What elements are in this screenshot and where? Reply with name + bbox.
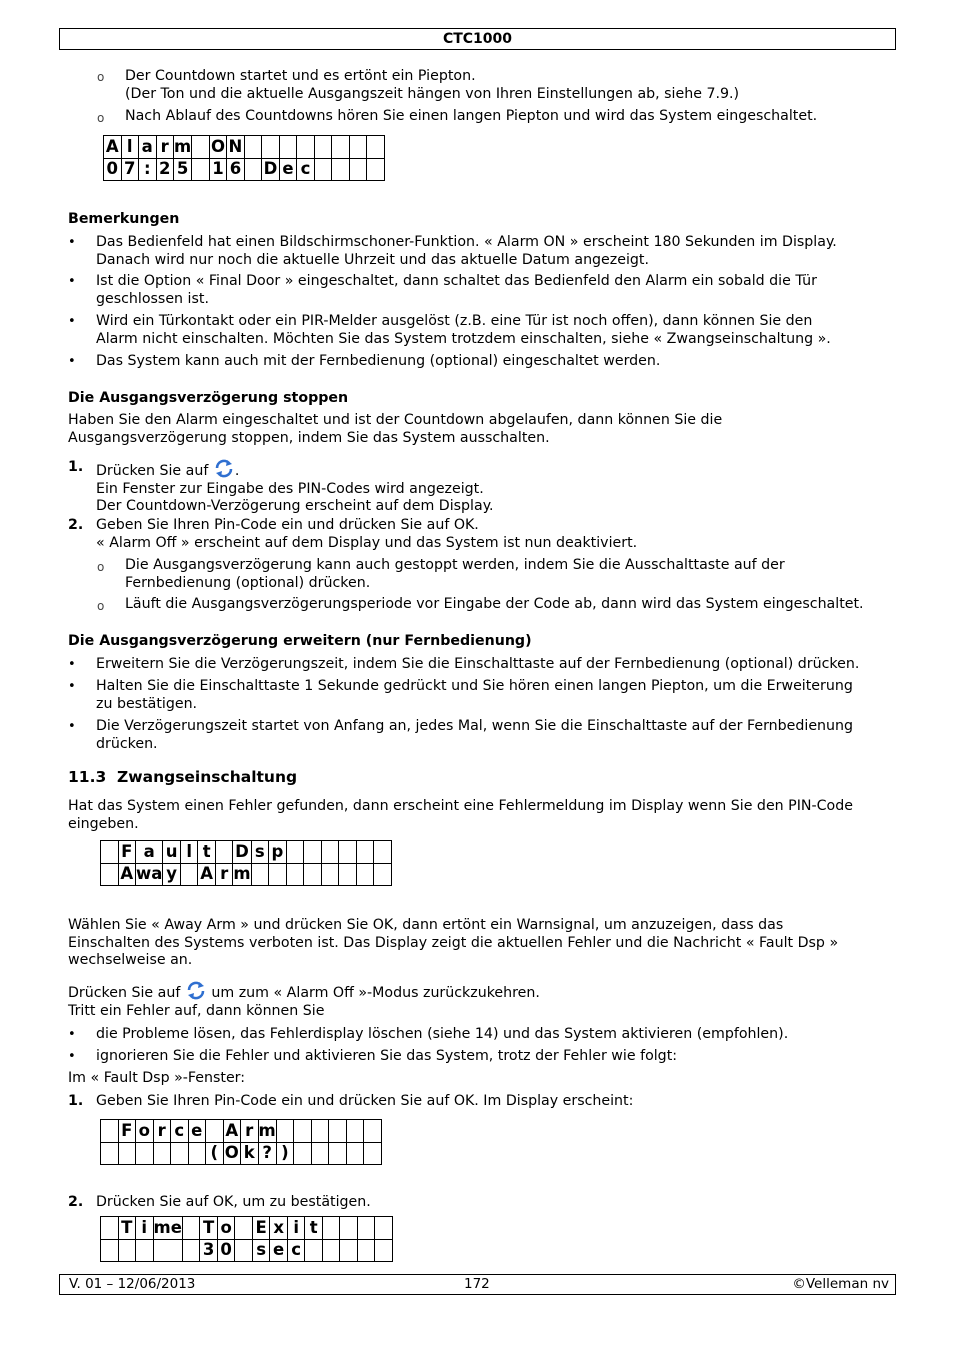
force-paragraph-1: Hat das System einen Fehler gefunden, dann erscheint eine Fehlermeldung im Display wenn Sie den PIN-Code eingeben. — [68, 798, 853, 832]
lcd-cell — [269, 863, 287, 886]
lcd-cell — [339, 841, 357, 864]
lcd-cell: y — [163, 863, 181, 886]
lcd-cell — [356, 863, 374, 886]
lcd-cell: s — [252, 1239, 270, 1262]
lcd-row — [104, 158, 385, 181]
lcd-cell: l — [180, 841, 198, 864]
stop-note-1: Die Ausgangsverzögerung kann auch gestoppt werden, indem Sie die Ausschalttaste auf der Fernbedienung (optional) drücken. — [125, 557, 785, 591]
lcd-cell — [349, 158, 367, 181]
lcd-cell: r — [215, 863, 233, 886]
lcd-cell: 1 — [209, 158, 227, 181]
lcd-cell — [101, 1142, 119, 1165]
lcd-cell — [188, 1142, 206, 1165]
lcd-row — [101, 1239, 393, 1262]
lcd-cell: a — [139, 136, 157, 159]
lcd-cell: o — [217, 1217, 235, 1240]
lcd-cell — [346, 1120, 364, 1143]
lcd-cell: s — [251, 841, 269, 864]
lcd-cell — [339, 863, 357, 886]
bullet-marker: • — [68, 1027, 76, 1042]
lcd-cell — [329, 1142, 347, 1165]
force-paragraph-5: Im « Fault Dsp »-Fenster: — [68, 1070, 246, 1086]
force-step-2: Drücken Sie auf OK, um zu bestätigen. — [96, 1194, 371, 1210]
lcd-cell: m — [174, 136, 192, 159]
lcd-cell — [321, 863, 339, 886]
lcd-cell — [276, 1120, 294, 1143]
lcd-cell — [329, 1120, 347, 1143]
lcd-cell — [153, 1239, 182, 1262]
lcd-cell — [118, 1142, 136, 1165]
intro-item-1: Der Countdown startet und es ertönt ein Piepton. (Der Ton und die aktuelle Ausgangszeit hängen von Ihren Einstellungen ab, siehe 7.9.) — [125, 68, 740, 102]
lcd-cell: i — [136, 1217, 154, 1240]
stop-step-1: Drücken Sie auf . Ein Fenster zur Eingabe des PIN-Codes wird angezeigt. Der Countdown-Verzögerung erscheint auf dem Display. — [96, 459, 886, 516]
bullet-marker: • — [68, 354, 76, 369]
lcd-cell — [180, 863, 198, 886]
lcd-cell: 2 — [156, 158, 174, 181]
lcd-cell — [101, 1239, 119, 1262]
lcd-cell — [367, 136, 385, 159]
lcd-cell: ) — [276, 1142, 294, 1165]
lcd-cell: p — [269, 841, 287, 864]
stop-step-2: Geben Sie Ihren Pin-Code ein und drücken Sie auf OK. « Alarm Off » erscheint auf dem Display und das System ist nun deaktiviert. — [96, 517, 638, 551]
bullet-marker: • — [68, 235, 76, 250]
lcd-row — [101, 1142, 382, 1165]
lcd-cell: A — [118, 863, 136, 886]
lcd-display-alarm-on — [103, 135, 385, 181]
lcd-cell — [364, 1142, 382, 1165]
lcd-row — [101, 1120, 382, 1143]
lcd-cell — [340, 1239, 358, 1262]
remarks-bullet-2: Ist die Option « Final Door » eingeschaltet, dann schaltet das Bedienfeld den Alarm ein sobald die Tür geschlossen ist. — [96, 273, 817, 307]
lcd-cell — [294, 1120, 312, 1143]
lcd-cell — [332, 136, 350, 159]
lcd-cell — [286, 863, 304, 886]
force-paragraph-4: Tritt ein Fehler auf, dann können Sie — [68, 1003, 325, 1019]
sync-arrows-icon — [213, 459, 235, 478]
lcd-cell — [349, 136, 367, 159]
lcd-cell: u — [163, 841, 181, 864]
lcd-cell — [321, 841, 339, 864]
lcd-cell: c — [297, 158, 315, 181]
lcd-cell: e — [279, 158, 297, 181]
lcd-cell — [235, 1217, 253, 1240]
lcd-cell — [314, 158, 332, 181]
lcd-cell: l — [121, 136, 139, 159]
lcd-cell: wa — [136, 863, 163, 886]
lcd-cell — [357, 1217, 375, 1240]
lcd-cell: 3 — [200, 1239, 218, 1262]
lcd-cell — [153, 1142, 171, 1165]
lcd-cell: D — [233, 841, 251, 864]
lcd-row — [104, 136, 385, 159]
remarks-heading: Bemerkungen — [68, 211, 180, 227]
lcd-cell — [346, 1142, 364, 1165]
force-paragraph-2: Wählen Sie « Away Arm » und drücken Sie OK, dann ertönt ein Warnsignal, um anzuzeigen, dass das Einschalten des Systems verboten ist. Das Display zeigt die aktuellen Fehler und die Nachricht « Fault Dsp » wechselweise an. — [68, 917, 839, 969]
lcd-cell: ( — [206, 1142, 224, 1165]
lcd-row — [101, 841, 392, 864]
lcd-cell — [182, 1239, 200, 1262]
sub-bullet-marker: o — [97, 111, 105, 125]
lcd-cell — [286, 841, 304, 864]
lcd-cell — [136, 1142, 154, 1165]
lcd-cell — [305, 1239, 323, 1262]
lcd-cell — [101, 1217, 119, 1240]
remarks-bullet-3: Wird ein Türkontakt oder ein PIR-Melder ausgelöst (z.B. eine Tür ist noch offen), dann können Sie den Alarm nicht einschalten. Möchten Sie das System trotzdem einschalten, siehe « Zwangseinschaltung ». — [96, 313, 831, 347]
header-title: CTC1000 — [442, 31, 513, 47]
lcd-display-force-arm — [100, 1119, 382, 1165]
lcd-cell — [244, 158, 262, 181]
lcd-cell — [357, 1239, 375, 1262]
extend-bullet-2: Halten Sie die Einschalttaste 1 Sekunde gedrückt und Sie hören einen langen Piepton, um die Erweiterung zu bestätigen. — [96, 678, 853, 712]
lcd-cell — [215, 841, 233, 864]
lcd-cell: r — [241, 1120, 259, 1143]
lcd-cell — [375, 1239, 393, 1262]
lcd-cell — [340, 1217, 358, 1240]
stop-paragraph: Haben Sie den Alarm eingeschaltet und ist der Countdown abgelaufen, dann können Sie die Ausgangsverzögerung stoppen, indem Sie das System ausschalten. — [68, 412, 723, 446]
force-bullet-1: die Probleme lösen, das Fehlerdisplay löschen (siehe 14) und das System aktivieren (empfohlen). — [96, 1026, 789, 1042]
sub-bullet-marker: o — [97, 70, 105, 84]
extend-heading: Die Ausgangsverzögerung erweitern (nur Fernbedienung) — [68, 633, 532, 649]
lcd-cell: e — [188, 1120, 206, 1143]
lcd-row — [101, 1217, 393, 1240]
stop-note-2: Läuft die Ausgangsverzögerungsperiode vor Eingabe der Code ab, dann wird das System eingeschaltet. — [125, 596, 864, 612]
section-heading: 11.3 Zwangseinschaltung — [68, 768, 298, 786]
bullet-marker: • — [68, 274, 76, 289]
lcd-cell — [304, 863, 322, 886]
lcd-row — [101, 863, 392, 886]
lcd-cell: D — [262, 158, 280, 181]
lcd-cell — [294, 1142, 312, 1165]
lcd-cell — [192, 136, 210, 159]
force-paragraph-3: Drücken Sie auf um zum « Alarm Off »-Modus zurückzukehren. — [68, 981, 888, 1003]
lcd-cell — [118, 1239, 136, 1262]
lcd-cell: 5 — [174, 158, 192, 181]
lcd-cell: o — [136, 1120, 154, 1143]
lcd-cell — [192, 158, 210, 181]
lcd-cell — [364, 1120, 382, 1143]
lcd-cell: t — [305, 1217, 323, 1240]
bullet-marker: • — [68, 719, 76, 734]
lcd-cell: 7 — [121, 158, 139, 181]
lcd-cell — [171, 1142, 189, 1165]
lcd-cell: T — [118, 1217, 136, 1240]
step-number: 1. — [68, 459, 84, 475]
lcd-cell: me — [153, 1217, 182, 1240]
lcd-cell — [279, 136, 297, 159]
lcd-cell: E — [252, 1217, 270, 1240]
footer-version: V. 01 – 12/06/2013 — [69, 1276, 196, 1292]
lcd-cell — [311, 1120, 329, 1143]
force-bullet-2: ignorieren Sie die Fehler und aktivieren Sie das System, trotz der Fehler wie folgt: — [96, 1048, 678, 1064]
lcd-cell: a — [136, 841, 163, 864]
lcd-cell: m — [233, 863, 251, 886]
lcd-cell: e — [270, 1239, 288, 1262]
lcd-cell — [322, 1217, 340, 1240]
lcd-cell: O — [209, 136, 227, 159]
lcd-cell — [314, 136, 332, 159]
remarks-bullet-1: Das Bedienfeld hat einen Bildschirmschoner-Funktion. « Alarm ON » erscheint 180 Sekunden im Display. Danach wird nur noch die aktuelle Uhrzeit und das aktuelle Datum angezeigt. — [96, 234, 837, 268]
step-number: 2. — [68, 1194, 84, 1210]
lcd-cell: O — [223, 1142, 241, 1165]
lcd-cell: r — [153, 1120, 171, 1143]
lcd-cell: t — [198, 841, 216, 864]
lcd-cell: m — [258, 1120, 276, 1143]
lcd-cell — [311, 1142, 329, 1165]
lcd-cell — [182, 1217, 200, 1240]
lcd-cell — [374, 863, 392, 886]
lcd-cell — [251, 863, 269, 886]
lcd-cell — [304, 841, 322, 864]
bullet-marker: • — [68, 657, 76, 672]
lcd-cell: T — [200, 1217, 218, 1240]
lcd-cell: 6 — [227, 158, 245, 181]
lcd-cell: 0 — [217, 1239, 235, 1262]
lcd-cell — [244, 136, 262, 159]
lcd-cell — [297, 136, 315, 159]
lcd-cell: A — [198, 863, 216, 886]
lcd-cell: c — [171, 1120, 189, 1143]
lcd-cell — [356, 841, 374, 864]
lcd-cell — [206, 1120, 224, 1143]
lcd-cell: x — [270, 1217, 288, 1240]
lcd-cell — [262, 136, 280, 159]
lcd-cell: F — [118, 841, 136, 864]
lcd-cell: N — [227, 136, 245, 159]
step-number: 2. — [68, 517, 84, 533]
lcd-cell: c — [287, 1239, 305, 1262]
lcd-cell: i — [287, 1217, 305, 1240]
stop-heading: Die Ausgangsverzögerung stoppen — [68, 390, 349, 406]
step-number: 1. — [68, 1093, 84, 1109]
lcd-cell: r — [156, 136, 174, 159]
lcd-cell: 0 — [104, 158, 122, 181]
footer-page-number: 172 — [464, 1276, 490, 1292]
force-step-1: Geben Sie Ihren Pin-Code ein und drücken Sie auf OK. Im Display erscheint: — [96, 1093, 634, 1109]
lcd-cell — [101, 841, 119, 864]
intro-item-2: Nach Ablauf des Countdowns hören Sie einen langen Piepton und wird das System eingeschaltet. — [125, 108, 818, 124]
sync-arrows-icon — [185, 981, 207, 1000]
bullet-marker: • — [68, 1049, 76, 1064]
extend-bullet-1: Erweitern Sie die Verzögerungszeit, indem Sie die Einschalttaste auf der Fernbedienung (optional) drücken. — [96, 656, 860, 672]
lcd-cell: : — [139, 158, 157, 181]
lcd-cell — [235, 1239, 253, 1262]
lcd-cell — [332, 158, 350, 181]
lcd-cell — [101, 1120, 119, 1143]
bullet-marker: • — [68, 679, 76, 694]
lcd-cell: A — [104, 136, 122, 159]
lcd-cell — [367, 158, 385, 181]
page-header — [59, 28, 896, 50]
lcd-display-time-to-exit — [100, 1216, 393, 1262]
lcd-cell — [374, 841, 392, 864]
footer-copyright: ©Velleman nv — [792, 1276, 889, 1292]
lcd-cell — [322, 1239, 340, 1262]
lcd-display-fault — [100, 840, 392, 886]
lcd-cell: k — [241, 1142, 259, 1165]
remarks-bullet-4: Das System kann auch mit der Fernbedienung (optional) eingeschaltet werden. — [96, 353, 661, 369]
lcd-cell: ? — [258, 1142, 276, 1165]
lcd-cell — [375, 1217, 393, 1240]
sub-bullet-marker: o — [97, 560, 105, 574]
page-footer — [59, 1274, 896, 1295]
lcd-cell — [101, 863, 119, 886]
extend-bullet-3: Die Verzögerungszeit startet von Anfang an, jedes Mal, wenn Sie die Einschalttaste auf der Fernbedienung drücken. — [96, 718, 854, 752]
bullet-marker: • — [68, 314, 76, 329]
lcd-cell: F — [118, 1120, 136, 1143]
sub-bullet-marker: o — [97, 599, 105, 613]
lcd-cell: A — [223, 1120, 241, 1143]
lcd-cell — [136, 1239, 154, 1262]
